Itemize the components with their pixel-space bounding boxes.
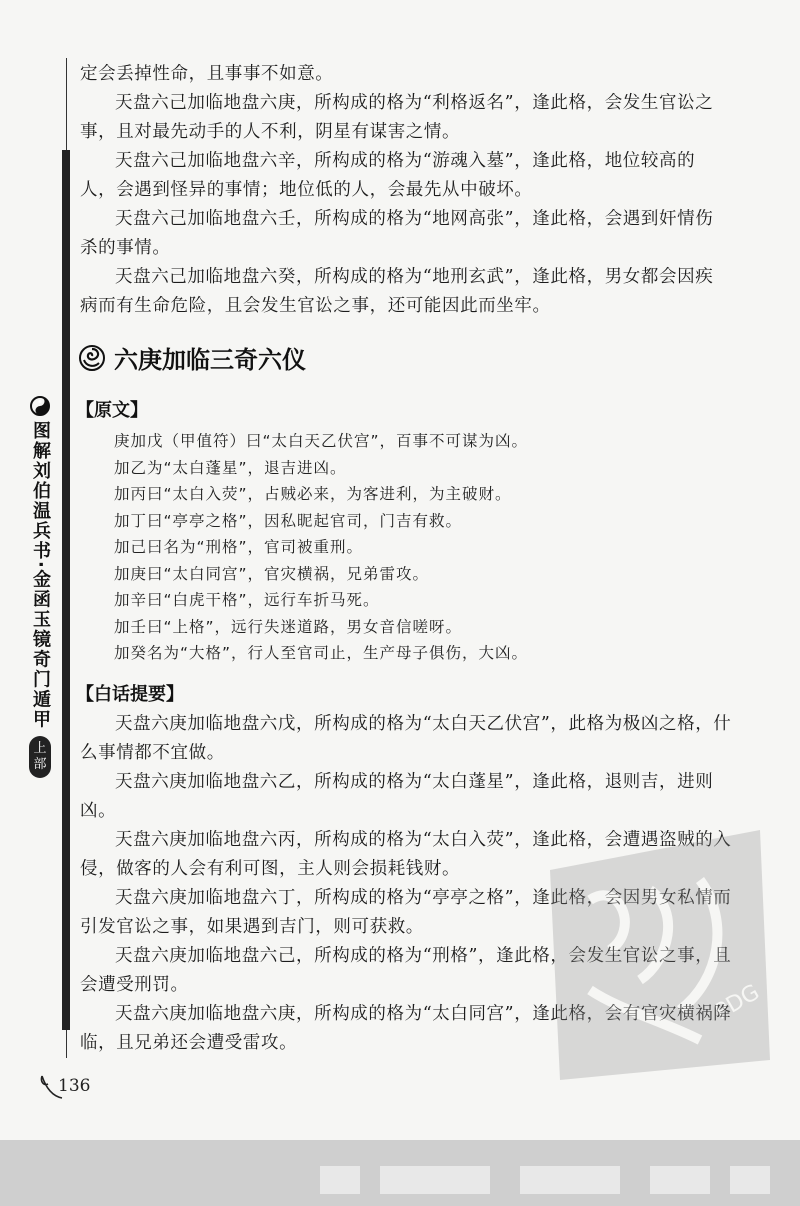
scan-bottom-band <box>0 1140 800 1206</box>
margin-bar <box>62 150 70 1030</box>
paragraph: 天盘六庚加临地盘六庚，所构成的格为“太白同宫”，逢此格，会有官灾横祸降临，且兄弟还会遭受雷攻。 <box>80 1004 732 1053</box>
scan-artifact <box>320 1166 360 1194</box>
original-line: 加丙曰“太白入荧”，占贼必来，为客进利，为主破财。 <box>114 485 512 503</box>
volume-char-1: 上 <box>33 740 47 756</box>
taiji-icon <box>29 395 51 417</box>
scan-artifact <box>520 1166 620 1194</box>
paragraph: 定会丢掉性命，且事事不如意。 <box>80 64 334 84</box>
volume-badge <box>29 736 51 778</box>
original-line: 加己曰名为“刑格”，官司被重刑。 <box>114 538 364 556</box>
paragraph: 天盘六己加临地盘六壬，所构成的格为“地网高张”，逢此格，会遇到奸情伤杀的事情。 <box>80 209 714 258</box>
paragraph: 天盘六庚加临地盘六丙，所构成的格为“太白入荧”，逢此格，会遭遇盗贼的入侵，做客的人会有利可图，主人则会损耗钱财。 <box>80 830 732 879</box>
section-heading <box>78 340 306 375</box>
explanation-heading: 【白话提要】 <box>76 684 184 705</box>
original-line: 加壬曰“上格”，远行失迷道路，男女音信嗟呀。 <box>114 617 463 636</box>
side-running-title <box>26 395 54 778</box>
original-text-block <box>76 396 736 667</box>
paragraph: 天盘六庚加临地盘六乙，所构成的格为“太白蓬星”，逢此格，退则吉，进则凶。 <box>80 772 714 821</box>
top-text-block <box>80 60 730 321</box>
side-book-title: 图解刘伯温兵书·金函玉镜奇门遁甲 <box>30 421 51 730</box>
scan-artifact <box>730 1166 770 1194</box>
paragraph: 天盘六庚加临地盘六丁，所构成的格为“亭亭之格”，逢此格，会因男女私情而引发官讼之事，如果遇到吉门，则可获救。 <box>80 888 732 937</box>
section-title: 六庚加临三奇六仪 <box>114 346 306 374</box>
paragraph: 天盘六己加临地盘六癸，所构成的格为“地刑玄武”，逢此格，男女都会因疾病而有生命危险，且会发生官讼之事，还可能因此而坐牢。 <box>80 267 714 316</box>
volume-char-2: 部 <box>33 756 47 772</box>
paragraph: 天盘六己加临地盘六庚，所构成的格为“利格返名”，逢此格，会发生官讼之事，且对最先动手的人不利，阴星有谋害之情。 <box>80 93 714 142</box>
page-number: 136 <box>58 1076 91 1096</box>
original-line: 加癸名为“大格”，行人至官司止，生产母子俱伤，大凶。 <box>114 644 529 662</box>
paragraph: 天盘六庚加临地盘六戊，所构成的格为“太白天乙伏宫”，此格为极凶之格，什么事情都不宜做。 <box>80 714 732 763</box>
watermark-label: PDG <box>710 979 764 1026</box>
paragraph: 天盘六庚加临地盘六己，所构成的格为“刑格”，逢此格，会发生官讼之事，且会遭受刑罚。 <box>80 946 732 995</box>
watermark-stamp <box>530 810 780 1090</box>
original-heading: 【原文】 <box>76 400 148 421</box>
original-line: 加乙为“太白蓬星”，退吉进凶。 <box>114 458 347 477</box>
scan-artifact <box>380 1166 490 1194</box>
swirl-emblem-icon <box>78 344 106 372</box>
original-line: 加辛曰“白虎干格”，远行车折马死。 <box>114 591 380 609</box>
original-line: 加庚曰“太白同宫”，官灾横祸，兄弟雷攻。 <box>114 564 430 583</box>
paragraph: 天盘六己加临地盘六辛，所构成的格为“游魂入墓”，逢此格，地位较高的人，会遇到怪异的事情；地位低的人，会最先从中破坏。 <box>80 151 696 200</box>
original-line: 庚加戊（甲值符）曰“太白天乙伏宫”，百事不可谋为凶。 <box>114 432 529 450</box>
original-line: 加丁曰“亭亭之格”，因私昵起官司，门吉有救。 <box>114 511 463 530</box>
scan-artifact <box>650 1166 710 1194</box>
